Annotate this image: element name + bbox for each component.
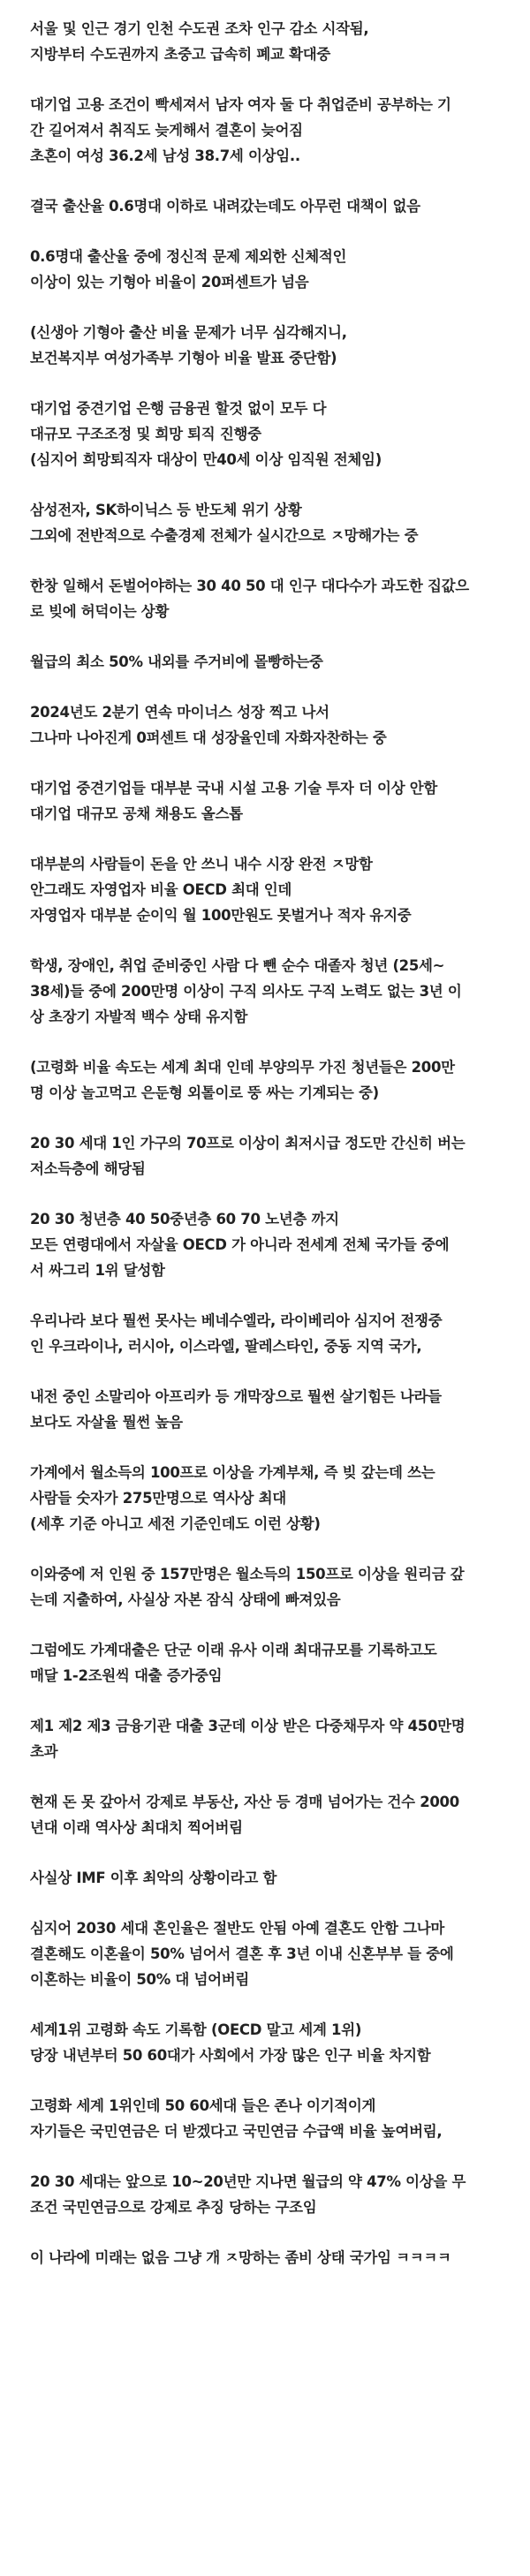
text-line: (심지어 희망퇴직자 대상이 만40세 이상 임직원 전체임) (30, 451, 382, 468)
paragraph (30, 1130, 500, 1182)
text-line: 20 30 세대는 앞으로 10~20년만 지나면 월급의 약 47% 이상을 무 (30, 2173, 466, 2190)
text-line: 는데 지출하여, 사실상 자본 잠식 상태에 빠져있음 (30, 1591, 341, 1608)
paragraph (30, 193, 500, 219)
text-line: 조건 국민연금으로 강제로 추징 당하는 구조임 (30, 2199, 317, 2216)
text-line: 세계1위 고령화 속도 기록함 (OECD 말고 세계 1위) (30, 2021, 362, 2038)
paragraph (30, 2169, 500, 2220)
text-line: 서 싸그리 1위 달성함 (30, 1262, 165, 1279)
text-line: 초과 (30, 1743, 58, 1760)
text-line: 그외에 전반적으로 수출경제 전체가 실시간으로 ㅈ망해가는 중 (30, 527, 419, 544)
text-line: 보건복지부 여성가족부 기형아 비율 발표 중단함) (30, 350, 337, 366)
text-line: 우리나라 보다 뭘썬 못사는 베네수엘라, 라이베리아 심지어 전쟁중 (30, 1312, 443, 1329)
text-line: 고령화 세계 1위인데 50 60세대 들은 존나 이기적이게 (30, 2097, 376, 2114)
text-line: 로 빚에 허덕이는 상황 (30, 603, 170, 620)
paragraph (30, 1561, 500, 1613)
text-line: 서울 및 인근 경기 인천 수도권 조차 인구 감소 시작됨, (30, 20, 369, 37)
text-line: 38세)들 중에 200만명 이상이 구직 의사도 구직 노력도 없는 3년 이 (30, 983, 462, 1000)
text-line: 한창 일해서 돈벌어야하는 30 40 50 대 인구 대다수가 과도한 집값으 (30, 578, 469, 594)
paragraph (30, 2093, 500, 2144)
paragraph (30, 699, 500, 751)
text-line: 내전 중인 소말리아 아프리카 등 개막장으로 뭘썬 살기힘든 나라들 (30, 1388, 442, 1405)
text-line: 이 나라에 미래는 없음 그냥 개 ㅈ망하는 좀비 상태 국가임 ㅋㅋㅋㅋ (30, 2249, 451, 2266)
paragraph (30, 953, 500, 1030)
text-line: 자기들은 국민연금은 더 받겠다고 국민연금 수급액 비율 높여버림, (30, 2123, 443, 2140)
text-line: 인 우크라이나, 러시아, 이스라엘, 팔레스타인, 중동 지역 국가, (30, 1338, 422, 1355)
paragraph (30, 320, 500, 371)
text-line: 안그래도 자영업자 비율 OECD 최대 인데 (30, 881, 292, 898)
text-line: 그나마 나아진게 0퍼센트 대 성장율인데 자화자찬하는 중 (30, 729, 387, 746)
paragraph (30, 2017, 500, 2068)
paragraph (30, 1789, 500, 1840)
text-line: 대기업 중견기업 은행 금융권 할것 없이 모두 다 (30, 400, 327, 417)
text-line: 20 30 청년층 40 50중년층 60 70 노년층 까지 (30, 1211, 339, 1228)
text-line: 대기업 고용 조건이 빡세져서 남자 여자 둘 다 취업준비 공부하는 기 (30, 96, 451, 113)
text-line: 매달 1-2조원씩 대출 증가중임 (30, 1667, 223, 1684)
text-line: 월급의 최소 50% 내외를 주거비에 몰빵하는중 (30, 653, 323, 670)
paragraph (30, 649, 500, 675)
text-line: 초혼이 여성 36.2세 남성 38.7세 이상임.. (30, 147, 300, 164)
text-line: 이상이 있는 기형아 비율이 20퍼센트가 넘음 (30, 274, 309, 291)
paragraph (30, 1384, 500, 1435)
text-line: 가계에서 월소득의 100프로 이상을 가계부채, 즉 빚 갚는데 쓰는 (30, 1464, 435, 1481)
text-line: 결혼해도 이혼율이 50% 넘어서 결혼 후 3년 이내 신혼부부 들 중에 (30, 1945, 454, 1962)
text-line: 대부분의 사람들이 돈을 안 쓰니 내수 시장 완전 ㅈ망함 (30, 856, 373, 873)
text-line: 상 초장기 자발적 백수 상태 유지함 (30, 1008, 248, 1025)
paragraph (30, 1460, 500, 1537)
paragraph (30, 851, 500, 928)
paragraph (30, 1054, 500, 1106)
text-line: (고령화 비율 속도는 세계 최대 인데 부양의무 가진 청년들은 200만 (30, 1059, 455, 1076)
text-line: 대기업 중견기업들 대부분 국내 시설 고용 기술 투자 더 이상 안함 (30, 780, 438, 797)
paragraph (30, 497, 500, 548)
text-line: 결국 출산율 0.6명대 이하로 내려갔는데도 아무런 대책이 없음 (30, 198, 420, 215)
paragraph (30, 1637, 500, 1688)
text-line: 제1 제2 제3 금융기관 대출 3군데 이상 받은 다중채무자 약 450만명 (30, 1718, 466, 1734)
text-line: 자영업자 대부분 순이익 월 100만원도 못벌거나 적자 유지중 (30, 907, 412, 924)
paragraph (30, 1308, 500, 1359)
text-line: 현재 돈 못 갚아서 강제로 부동산, 자산 등 경매 넘어가는 건수 2000 (30, 1794, 459, 1810)
text-line: 이혼하는 비율이 50% 대 넘어버림 (30, 1971, 250, 1988)
text-line: (세후 기준 아니고 세전 기준인데도 이런 상황) (30, 1515, 321, 1532)
text-line: 그럼에도 가계대출은 단군 이래 유사 이래 최대규모를 기록하고도 (30, 1642, 437, 1658)
paragraph (30, 396, 500, 472)
text-line: 사람들 숫자가 275만명으로 역사상 최대 (30, 1490, 286, 1507)
text-line: 간 길어져서 취직도 늦게해서 결혼이 늦어짐 (30, 122, 303, 139)
paragraph (30, 244, 500, 295)
paragraph (30, 1865, 500, 1891)
text-line: 학생, 장애인, 취업 준비중인 사람 다 뺀 순수 대졸자 청년 (25세~ (30, 957, 445, 974)
text-line: 보다도 자살율 뭘썬 높음 (30, 1414, 183, 1431)
text-line: 삼성전자, SK하이닉스 등 반도체 위기 상황 (30, 502, 302, 518)
text-line: 모든 연령대에서 자살율 OECD 가 아니라 전세계 전체 국가들 중에 (30, 1236, 450, 1253)
text-line: 20 30 세대 1인 가구의 70프로 이상이 최저시급 정도만 간신히 버는 (30, 1135, 466, 1152)
text-line: 대규모 구조조정 및 희망 퇴직 진행중 (30, 426, 261, 442)
paragraph (30, 775, 500, 827)
text-line: 이와중에 저 인원 중 157만명은 월소득의 150프로 이상을 원리금 갚 (30, 1566, 465, 1583)
text-line: 지방부터 수도권까지 초중고 급속히 폐교 확대중 (30, 46, 331, 63)
text-line: 명 이상 놀고먹고 은둔형 외톨이로 뚱 싸는 기계되는 중) (30, 1084, 379, 1101)
text-line: 사실상 IMF 이후 최악의 상황이라고 함 (30, 1870, 277, 1886)
text-line: 당장 내년부터 50 60대가 사회에서 가장 많은 인구 비율 차지함 (30, 2047, 431, 2064)
text-line: (신생아 기형아 출산 비율 문제가 너무 심각해지니, (30, 324, 347, 341)
text-line: 년대 이래 역사상 최대치 찍어버림 (30, 1819, 243, 1836)
text-line: 저소득층에 해당됨 (30, 1160, 146, 1177)
text-line: 0.6명대 출산율 중에 정신적 문제 제외한 신체적인 (30, 248, 347, 265)
text-line: 심지어 2030 세대 혼인율은 절반도 안됨 아예 결혼도 안함 그나마 (30, 1920, 445, 1937)
paragraph (30, 573, 500, 624)
paragraph (30, 1915, 500, 1992)
paragraph (30, 1206, 500, 1283)
text-line: 2024년도 2분기 연속 마이너스 성장 찍고 나서 (30, 704, 329, 721)
paragraph (30, 2245, 500, 2270)
paragraph (30, 16, 500, 67)
paragraph (30, 92, 500, 169)
paragraph (30, 1713, 500, 1764)
text-line: 대기업 대규모 공채 채용도 올스톱 (30, 805, 243, 822)
